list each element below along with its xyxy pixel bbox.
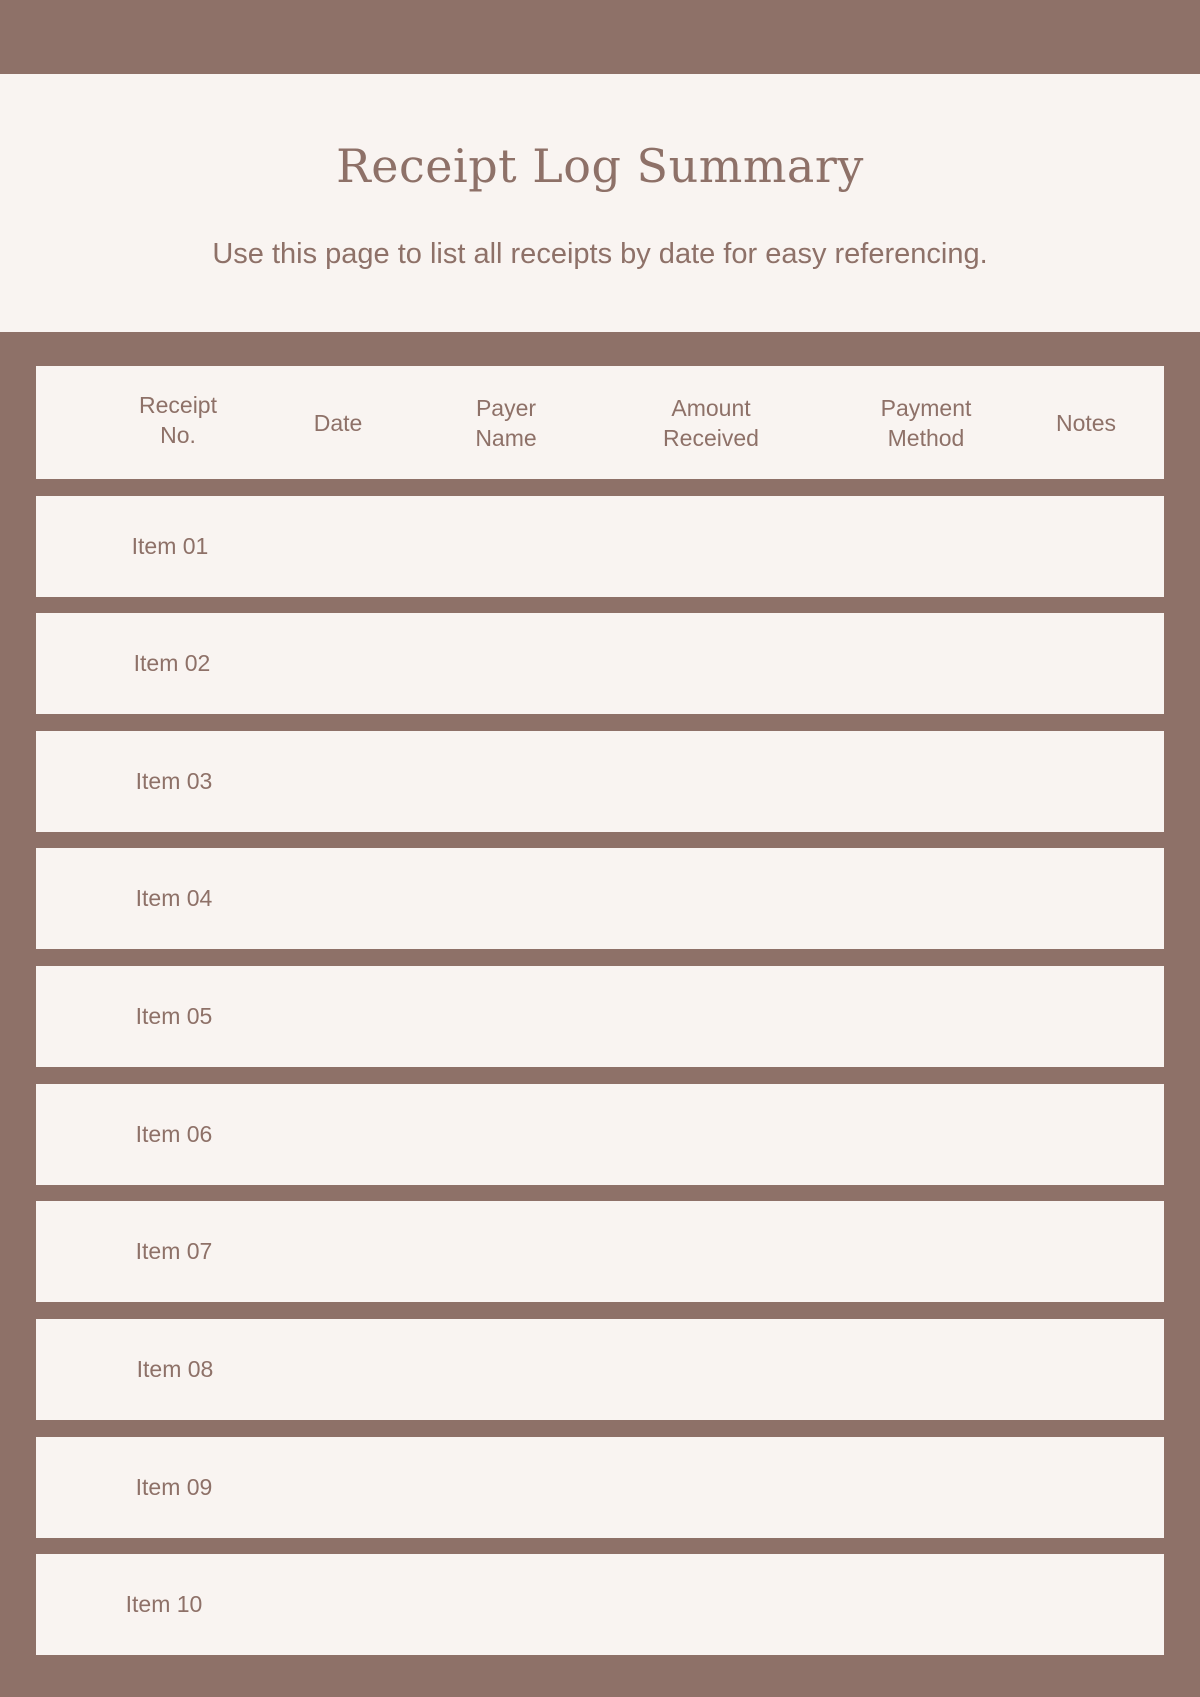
table-row[interactable] — [36, 496, 1164, 597]
column-header-payer-name: Payer Name — [475, 394, 537, 451]
row-item-label: Item 02 — [133, 650, 211, 676]
header-panel — [0, 74, 1200, 332]
row-item-label: Item 06 — [135, 1121, 213, 1147]
table-row[interactable] — [36, 966, 1164, 1067]
row-item-label: Item 03 — [135, 768, 213, 794]
row-item-label: Item 04 — [135, 885, 213, 911]
table-row[interactable] — [36, 613, 1164, 714]
table-row[interactable] — [36, 731, 1164, 832]
table-header — [36, 366, 1164, 479]
table-row[interactable] — [36, 1437, 1164, 1538]
table-row[interactable] — [36, 1084, 1164, 1185]
table-row[interactable] — [36, 848, 1164, 949]
column-header-payment-method: Payment Method — [880, 394, 972, 451]
page-title: Receipt Log Summary — [336, 139, 864, 193]
column-header-amount-received: Amount Received — [663, 394, 759, 451]
column-header-receipt-no: Receipt No. — [139, 391, 217, 448]
column-header-notes: Notes — [1055, 409, 1117, 436]
table-row[interactable] — [36, 1319, 1164, 1420]
row-item-label: Item 10 — [125, 1591, 203, 1617]
row-item-label: Item 05 — [135, 1003, 213, 1029]
page-subtitle: Use this page to list all receipts by date for easy referencing. — [212, 238, 988, 270]
table-row[interactable] — [36, 1554, 1164, 1655]
row-item-label: Item 07 — [135, 1238, 213, 1264]
row-item-label: Item 01 — [131, 533, 209, 559]
row-item-label: Item 09 — [135, 1474, 213, 1500]
table-row[interactable] — [36, 1201, 1164, 1302]
column-header-date: Date — [313, 409, 363, 436]
row-item-label: Item 08 — [136, 1356, 214, 1382]
